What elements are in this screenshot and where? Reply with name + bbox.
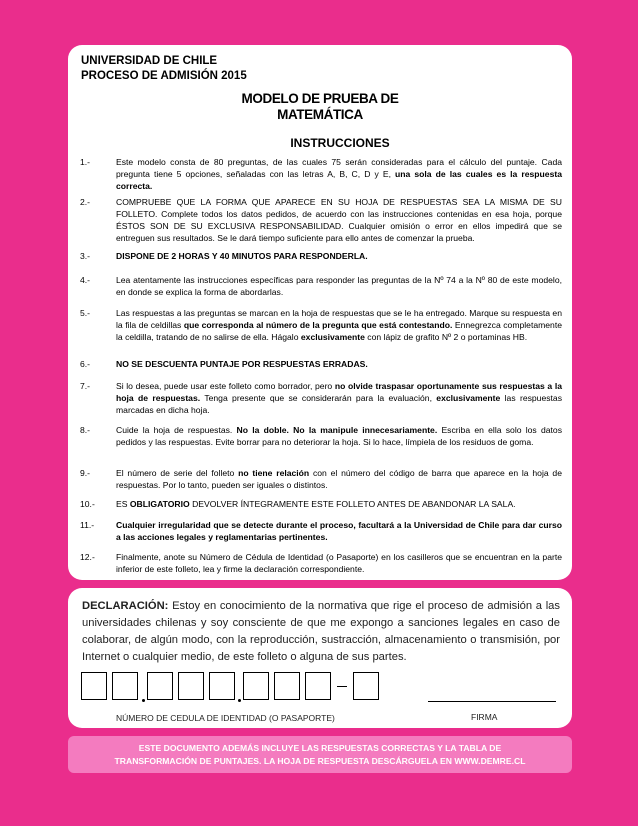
item-text: ES [116, 499, 130, 509]
document-subject: MATEMÁTICA [277, 107, 363, 122]
item-number: 7.- [80, 381, 91, 391]
instruction-item [80, 424, 562, 448]
document-title: MODELO DE PRUEBA DE [241, 91, 399, 106]
id-digit-box[interactable] [147, 672, 173, 700]
item-text: con el número del código de barra que aparece en la hoja de respuestas. Por lo tanto, pueden ser iguales o distintos. [116, 468, 562, 490]
footer-notice [68, 736, 572, 773]
instruction-item [80, 307, 562, 343]
item-bold-text: No la doble. No la manipule innecesariamente. [236, 425, 438, 435]
signature-label: FIRMA [471, 712, 498, 722]
item-text: Las respuestas a las preguntas se marcan en la hoja de respuestas que se le ha entregado. Marque su respuesta en la fila de celdillas [116, 308, 562, 330]
footer-line-2: TRANSFORMACIÓN DE PUNTAJES. LA HOJA DE RESPUESTA DESCÁRGUELA EN WWW.DEMRE.CL [114, 755, 526, 766]
item-number: 5.- [80, 308, 91, 318]
university-name: UNIVERSIDAD DE CHILE [81, 55, 218, 67]
item-text: DEVOLVER ÍNTEGRAMENTE ESTE FOLLETO ANTES DE ABANDONAR LA SALA. [189, 499, 516, 509]
separator-dash [337, 686, 347, 687]
item-text: Tenga presente que se considerarán para la evaluación, [200, 393, 437, 403]
id-digit-box[interactable] [112, 672, 138, 700]
instruction-item [80, 196, 562, 244]
id-digit-box[interactable] [305, 672, 331, 700]
instruction-item [80, 380, 562, 416]
instruction-item [80, 467, 562, 491]
instruction-item [80, 519, 562, 543]
id-number-label: NÚMERO DE CEDULA DE IDENTIDAD (O PASAPORTE) [116, 713, 335, 723]
item-number: 9.- [80, 468, 91, 478]
signature-line[interactable] [428, 701, 556, 702]
instruction-item [80, 250, 562, 262]
item-text: Escriba en ella solo los datos pedidos y las respuestas. Evite borrar para no deteriorar la hoja. Si lo hace, límpiela de los residuos de goma. [116, 425, 562, 447]
item-number: 1.- [80, 157, 91, 167]
item-text: Cuide la hoja de respuestas. [116, 425, 237, 435]
footer-line-1: ESTE DOCUMENTO ADEMÁS INCLUYE LAS RESPUESTAS CORRECTAS Y LA TABLA DE [138, 742, 502, 753]
item-text: Este modelo consta de 80 preguntas, de las cuales 75 serán consideradas para el cálculo del puntaje. Cada pregunta tiene 5 opciones, señaladas con las letras A, B, C, D y E, [116, 157, 562, 179]
item-number: 6.- [80, 359, 91, 369]
admission-process: PROCESO DE ADMISIÓN 2015 [81, 70, 247, 82]
instructions-panel [68, 45, 572, 580]
item-text: Si lo desea, puede usar este folleto como borrador, pero [116, 381, 335, 391]
id-digit-box[interactable] [81, 672, 107, 700]
declaration-text [82, 598, 560, 666]
declaration-label: DECLARACIÓN: [82, 600, 169, 612]
item-number: 2.- [80, 197, 91, 207]
instruction-item [80, 551, 562, 575]
instruction-item [80, 156, 562, 192]
item-text: con lápiz de grafito Nº 2 o portaminas HB. [364, 332, 528, 342]
instructions-heading: INSTRUCCIONES [290, 136, 390, 150]
item-text: Ennegrezca completamente la celdilla, tratando de no salirse de ella. Hágalo [116, 320, 562, 342]
item-number: 4.- [80, 275, 91, 285]
separator-dot [142, 699, 145, 702]
item-bold-text: NO SE DESCUENTA PUNTAJE POR RESPUESTAS ERRADAS. [116, 359, 368, 369]
item-number: 3.- [80, 251, 91, 261]
instruction-item [80, 498, 562, 510]
item-number: 11.- [80, 520, 95, 530]
id-digit-box[interactable] [209, 672, 235, 700]
id-digit-box[interactable] [178, 672, 204, 700]
instruction-item [80, 274, 562, 298]
item-bold-text: no olvide traspasar oportunamente sus respuestas a la hoja de respuestas. [116, 381, 562, 403]
item-bold-text: una sola de las cuales es la respuesta correcta. [116, 169, 563, 191]
item-bold-text: no tiene relación [238, 468, 310, 478]
item-text: las respuestas marcadas en dicha hoja. [116, 393, 562, 415]
id-digit-box[interactable] [274, 672, 300, 700]
item-bold-text: exclusivamente [300, 332, 365, 342]
declaration-panel [68, 588, 572, 728]
item-number: 12.- [80, 552, 95, 562]
item-text: El número de serie del folleto [116, 468, 239, 478]
id-check-digit-box[interactable] [353, 672, 379, 700]
instruction-item [80, 358, 562, 370]
item-text: Lea atentamente las instrucciones específicas para responder las preguntas de la Nº 74 a la Nº 80 de este modelo, en donde se explica la forma de abordarlas. [116, 275, 562, 297]
item-bold-text: que corresponda al número de la pregunta que está contestando. [183, 320, 453, 330]
separator-dot [238, 699, 241, 702]
item-text: Finalmente, anote su Número de Cédula de Identidad (o Pasaporte) en los casilleros que se encuentran en la parte inferior de este folleto, lea y firme la declaración correspondiente. [116, 552, 562, 574]
declaration-body: Estoy en conocimiento de la normativa que rige el proceso de admisión a las universidades chilenas y soy consciente de que me expongo a sanciones legales en caso de colaborar, de algún modo, con la reproducción, sustracción, almacenamiento o transmisión, por Internet o cualquier medio, de este folleto o alguna de sus partes. [82, 600, 560, 663]
item-bold-text: Cualquier irregularidad que se detecte durante el proceso, facultará a la Universidad de Chile para dar curso a las acciones legales y reglamentarias pertinentes. [116, 520, 562, 542]
item-bold-text: DISPONE DE 2 HORAS Y 40 MINUTOS PARA RESPONDERLA. [116, 251, 368, 261]
item-bold-text: exclusivamente [436, 393, 501, 403]
item-text: COMPRUEBE QUE LA FORMA QUE APARECE EN SU HOJA DE RESPUESTAS SEA LA MISMA DE SU FOLLETO. Complete todos los datos pedidos, de acuerdo con las instrucciones contenidas en esa hoja, porque ÉSTOS SON DE SU EXCLUSIVA RESPONSABILIDAD. Cualquier omisión o error en ellos impedirá que se entreguen sus resultados. Se le dará tiempo suficiente para ello antes de comenzar la prueba. [116, 197, 562, 243]
item-number: 10.- [80, 499, 95, 509]
id-digit-box[interactable] [243, 672, 269, 700]
item-number: 8.- [80, 425, 91, 435]
item-bold-text: OBLIGATORIO [129, 499, 190, 509]
